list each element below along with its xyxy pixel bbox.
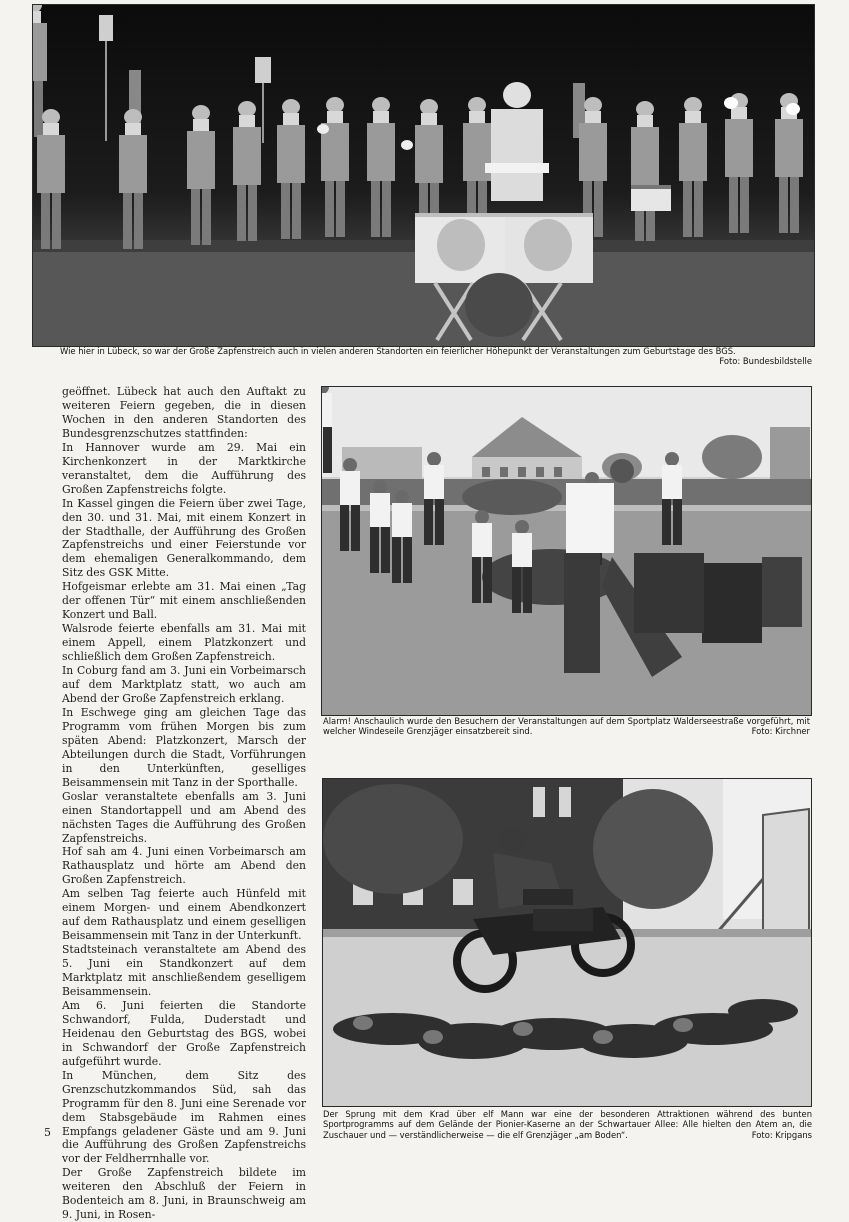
paragraph: Am 6. Juni feierten die Standorte Schwandorf, Fulda, Duderstadt und Heidenau den Geburtstag des BGS, wobei in Schwandorf der Große Zapfenstreich aufgeführt wurde. bbox=[62, 998, 306, 1068]
paragraph: In Eschwege ging am gleichen Tage das Programm vom frühen Morgen bis zum späten Abend: Platzkonzert, Marsch der Abteilungen durch die Stadt, Vorführungen in den Unterkünften, geselliges Beisammensein mit Tanz in der Sporthalle. bbox=[62, 705, 306, 789]
caption-text: Alarm! Anschaulich wurde den Besuchern der Veranstaltungen auf dem Sportplatz Walderseestraße vorgeführt, mit welcher Windeseile Grenzjäger einsatzbereit sind. bbox=[323, 716, 810, 737]
article-body bbox=[62, 385, 306, 1222]
photo-credit: Foto: Kripgans bbox=[751, 1129, 812, 1140]
paragraph: In München, dem Sitz des Grenzschutzkommandos Süd, sah das Programm für den 8. Juni eine Serenade vor dem Stabsgebäude im Rahmen eines Empfangs geladener Gäste und am 9. Juni die Aufführung des Großen Zapfenstreichs vor der Feldherrnhalle vor. bbox=[62, 1068, 306, 1166]
photo-alarm-image bbox=[322, 387, 811, 715]
photo-credit: Foto: Kirchner bbox=[751, 726, 810, 737]
paragraph: geöffnet. Lübeck hat auch den Auftakt zu weiteren Feiern gegeben, die in diesen Wochen in den anderen Standorten des Bundesgrenzschutzes stattfinden: bbox=[62, 385, 306, 440]
photo-credit: Foto: Bundesbildstelle bbox=[719, 356, 812, 367]
photo-zapfenstreich bbox=[32, 4, 815, 347]
photo-alarm bbox=[321, 386, 812, 716]
paragraph: Goslar veranstaltete ebenfalls am 3. Juni einen Standortappell und am Abend des nächsten Tages die Aufführung des Großen Zapfenstreichs. bbox=[62, 789, 306, 845]
paragraph: Hofgeismar erlebte am 31. Mai einen „Tag der offenen Tür“ mit einem anschließenden Konzert und Ball. bbox=[62, 580, 306, 622]
paragraph: Walsrode feierte ebenfalls am 31. Mai mit einem Appell, einem Platzkonzert und schließlich dem Großen Zapfenstreich. bbox=[62, 622, 306, 664]
photo-alarm-caption bbox=[323, 716, 810, 737]
paragraph: In Coburg fand am 3. Juni ein Vorbeimarsch auf dem Marktplatz statt, wo auch am Abend der Große Zapfenstreich erklang. bbox=[62, 664, 306, 705]
paragraph: Hof sah am 4. Juni einen Vorbeimarsch am Rathausplatz und hörte am Abend den Großen Zapfenstreich. bbox=[62, 845, 306, 887]
paragraph: In Hannover wurde am 29. Mai ein Kirchenkonzert in der Marktkirche veranstaltet, dem die Aufführung des Großen Zapfenstreichs folgte. bbox=[62, 440, 306, 496]
photo-motorcycle-jump bbox=[322, 778, 812, 1107]
photo-zapfenstreich-caption bbox=[60, 346, 812, 367]
photo-motorcycle-jump-image bbox=[323, 779, 811, 1106]
page-number: 5 bbox=[44, 1126, 51, 1139]
paragraph: In Kassel gingen die Feiern über zwei Tage, den 30. und 31. Mai, mit einem Konzert in der Stadthalle, der Aufführung des Großen Zapfenstreichs und einer Feierstunde vor dem ehemaligen Generalkommando, dem Sitz des GSK Mitte. bbox=[62, 496, 306, 580]
paragraph: Der Große Zapfenstreich bildete im weiteren den Abschluß der Feiern in Bodenteich am 8. Juni, in Braunschweig am 9. Juni, in Rosen- bbox=[62, 1166, 306, 1222]
paragraph: Stadtsteinach veranstaltete am Abend des 5. Juni ein Standkonzert auf dem Marktplatz mit anschließendem geselligem Beisammensein. bbox=[62, 943, 306, 998]
caption-text: Der Sprung mit dem Krad über elf Mann war eine der besonderen Attraktionen während des bunten Sportprogramms auf dem Gelände der Pionier-Kaserne an der Schwartauer Allee: Alle hielten den Atem an, die Zuschauer und — verständlicherweise — die elf Grenzjäger „am Boden“. bbox=[323, 1109, 812, 1140]
photo-motorcycle-jump-caption bbox=[323, 1109, 812, 1140]
photo-zapfenstreich-image bbox=[33, 5, 814, 346]
paragraph: Am selben Tag feierte auch Hünfeld mit einem Morgen- und einem Abendkonzert auf dem Rathausplatz und einem geselligen Beisammensein mit Tanz in der Unterkunft. bbox=[62, 887, 306, 943]
caption-text: Wie hier in Lübeck, so war der Große Zapfenstreich auch in vielen anderen Standorten ein feierlicher Höhepunkt der Veranstaltungen zum Geburtstage des BGS. bbox=[60, 346, 736, 356]
